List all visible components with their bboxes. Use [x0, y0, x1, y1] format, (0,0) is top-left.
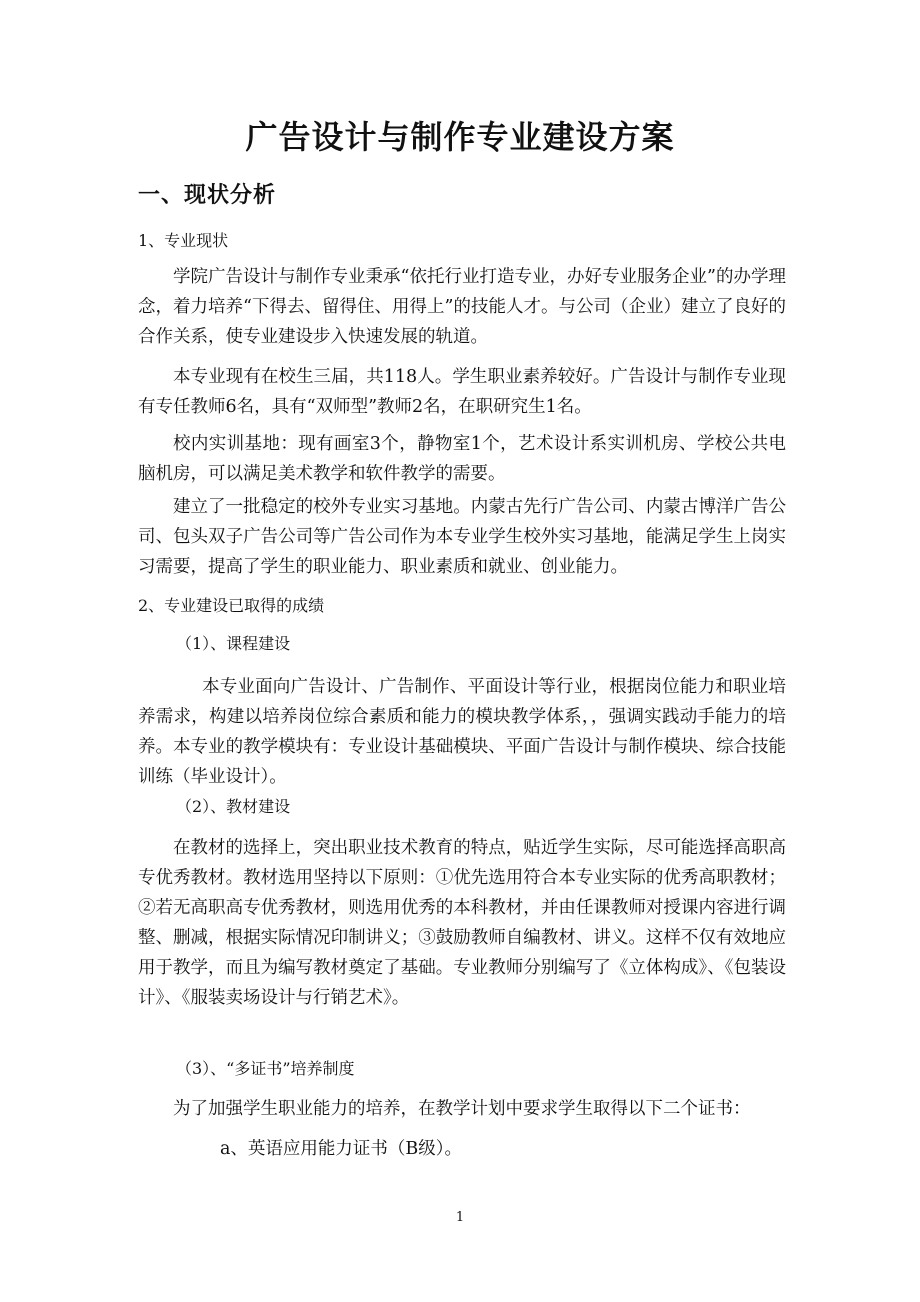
paragraph-students-teachers: 本专业现有在校生三届，共118人。学生职业素养较好。广告设计与制作专业现有专任教师6名，具有“双师型”教师2名，在职研究生1名。 — [138, 367, 786, 417]
subheading-achievements: 2、专业建设已取得的成绩 — [138, 596, 325, 615]
page-number: 1 — [455, 1210, 465, 1225]
list-item-english-certificate: a、英语应用能力证书（B级）。 — [220, 1139, 463, 1159]
paragraph-textbook-construction: 在教材的选择上，突出职业技术教育的特点，贴近学生实际，尽可能选择高职高专优秀教材。教材选用坚持以下原则：①优先选用符合本专业实际的优秀高职教材；②若无高职高专优秀教材，则选用优秀的本科教材，并由任课教师对授课内容进行调整、删减，根据实际情况印制讲义；③鼓励教师自编教材、讲义。这样不仅有效地应用于教学，而且为编写教材奠定了基础。专业教师分别编写了《立体构成》、《包装设计》、《服装卖场设计与行销艺术》。 — [138, 838, 786, 1008]
paragraph-external-internship-base: 建立了一批稳定的校外专业实习基地。内蒙古先行广告公司、内蒙古博洋广告公司、包头双子广告公司等广告公司作为本专业学生校外实习基地，能满足学生上岗实习需要，提高了学生的职业能力、职业素质和就业、创业能力。 — [138, 497, 786, 577]
subheading-textbook-construction: （2）、教材建设 — [176, 797, 291, 816]
section-heading-status-analysis: 一、现状分析 — [138, 183, 277, 208]
paragraph-internal-training-base: 校内实训基地：现有画室3个，静物室1个，艺术设计系实训机房、学校公共电脑机房，可以满足美术教学和软件教学的需要。 — [138, 434, 786, 484]
paragraph-certificates-intro: 为了加强学生职业能力的培养，在教学计划中要求学生取得以下二个证书： — [173, 1099, 751, 1119]
paragraph-course-construction: 本专业面向广告设计、广告制作、平面设计等行业，根据岗位能力和职业培养需求，构建以培养岗位综合素质和能力的模块教学体系，，强调实践动手能力的培养。本专业的教学模块有：专业设计基础模块、平面广告设计与制作模块、综合技能训练（毕业设计）。 — [138, 677, 786, 787]
subheading-course-construction: （1）、课程建设 — [176, 634, 291, 653]
paragraph-philosophy: 学院广告设计与制作专业秉承“依托行业打造专业，办好专业服务企业”的办学理念，着力培养“下得去、留得住、用得上”的技能人才。与公司（企业）建立了良好的合作关系，使专业建设步入快速发展的轨道。 — [138, 267, 786, 347]
subheading-multi-certificate: （3）、“多证书”培养制度 — [176, 1059, 355, 1078]
subheading-major-status: 1、专业现状 — [138, 231, 229, 250]
document-title: 广告设计与制作专业建设方案 — [245, 118, 675, 156]
